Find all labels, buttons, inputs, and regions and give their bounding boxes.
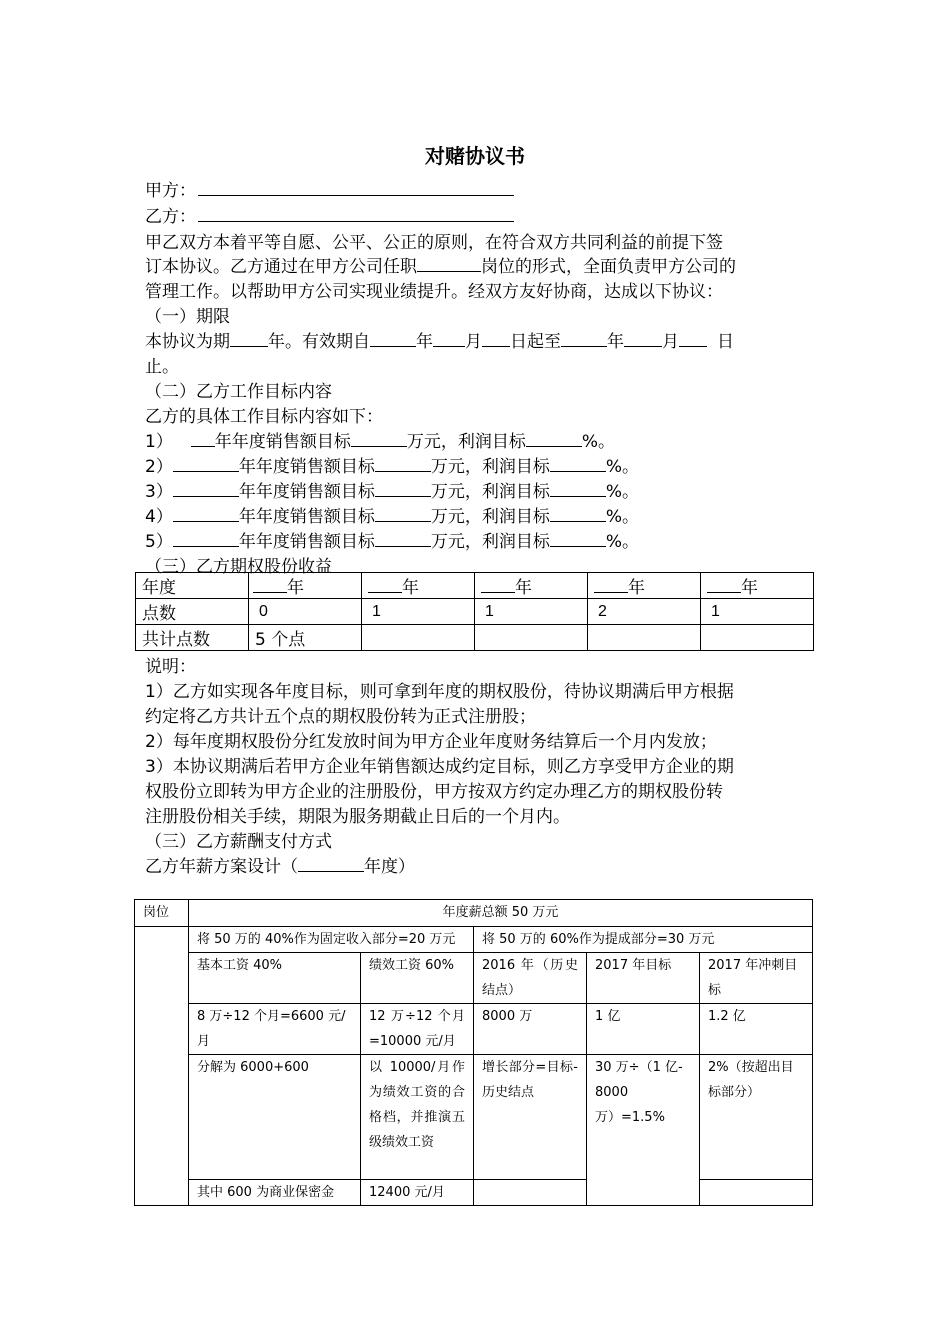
growth-cell: 增长部分=目标-历史结点 <box>474 1055 587 1180</box>
start-year-blank <box>370 329 416 347</box>
year-row-label: 年度 <box>136 573 249 599</box>
note-line: 注册股份相关手续，期限为服务期截止日后的一个月内。 <box>145 807 570 827</box>
goal-3-profit-blank <box>550 479 606 497</box>
sprint-rate-cell: 2%（按超出目标部分） <box>700 1055 813 1180</box>
position-cell <box>135 927 189 1206</box>
points-row-label: 点数 <box>136 599 249 625</box>
intro-line-3: 管理工作。以帮助甲方公司实现业绩提升。经双方友好协商，达成以下协议： <box>145 282 723 302</box>
rate-calc-cell: 30 万÷（1 亿- 8000 万）=1.5% <box>587 1055 700 1206</box>
end-year-blank <box>561 329 607 347</box>
party-b-line <box>145 202 514 227</box>
goal-item-2: 2） 年年度销售额目标 万元，利润目标 %。 <box>145 452 639 477</box>
points-cell: 0 <box>249 599 362 625</box>
sprint-value-cell: 1.2 亿 <box>700 1004 813 1055</box>
term-line: 本协议为期 年。有效期自 年 月 日起至 年 月 日 <box>145 327 734 352</box>
end-month-blank <box>624 329 662 347</box>
goals-intro: 乙方的具体工作目标内容如下： <box>145 407 383 427</box>
goal-4-profit-blank <box>550 504 606 522</box>
salary-table <box>134 899 813 1206</box>
table-row <box>136 573 814 599</box>
goal-item-3: 3） 年年度销售额目标 万元，利润目标 %。 <box>145 477 639 502</box>
section-term-heading: （一）期限 <box>145 307 230 327</box>
table-row <box>135 953 813 1004</box>
position-header: 岗位 <box>135 900 189 927</box>
secrecy-cell: 其中 600 为商业保密金 <box>189 1180 361 1206</box>
year-cell: 年 <box>362 573 475 599</box>
note-line: 3）本协议期满后若甲方企业年销售额达成约定目标，则乙方享受甲方企业的期 <box>145 757 734 777</box>
equity-points-table <box>135 572 814 651</box>
base-salary-header: 基本工资 40% <box>189 953 361 1004</box>
goal-2-profit-blank <box>550 454 606 472</box>
note-line: 1）乙方如实现各年度目标，则可拿到年度的期权股份，待协议期满后甲方根据 <box>145 682 734 702</box>
table-row <box>135 1004 813 1055</box>
target-2017-header: 2017 年目标 <box>587 953 700 1004</box>
points-cell: 2 <box>588 599 701 625</box>
goal-4-sales-blank <box>375 504 431 522</box>
start-month-blank <box>433 329 465 347</box>
points-cell: 1 <box>475 599 588 625</box>
note-line: 权股份立即转为甲方企业的注册股份，甲方按双方约定办理乙方的期权股份转 <box>145 782 723 802</box>
party-a-label: 甲方： <box>145 181 196 201</box>
party-b-blank <box>198 204 514 222</box>
base-calc-cell: 8 万÷12 个月=6600 元/月 <box>189 1004 361 1055</box>
table-row <box>136 599 814 625</box>
document-title: 对赌协议书 <box>425 144 525 168</box>
goal-item-4: 4） 年年度销售额目标 万元，利润目标 %。 <box>145 502 639 527</box>
goal-item-5: 5） 年年度销售额目标 万元，利润目标 %。 <box>145 527 639 552</box>
end-day-blank <box>679 329 707 347</box>
perf-monthly-cell: 12400 元/月 <box>361 1180 474 1206</box>
total-salary-header: 年度薪总额 50 万元 <box>189 900 813 927</box>
party-b-label: 乙方： <box>145 207 196 227</box>
position-blank <box>417 254 481 272</box>
term-end-line: 止。 <box>145 357 179 377</box>
total-points-label: 共计点数 <box>136 625 249 651</box>
start-day-blank <box>482 329 510 347</box>
year-cell: 年 <box>249 573 362 599</box>
hist-value-cell: 8000 万 <box>474 1004 587 1055</box>
fixed-income-header: 将 50 万的 40%作为固定收入部分=20 万元 <box>189 927 474 953</box>
goal-1-sales-blank <box>351 429 407 447</box>
notes-label: 说明： <box>145 657 196 677</box>
table-row <box>135 927 813 953</box>
table-row <box>135 1055 813 1180</box>
commission-header: 将 50 万的 60%作为提成部分=30 万元 <box>474 927 813 953</box>
year-cell: 年 <box>475 573 588 599</box>
goal-3-sales-blank <box>375 479 431 497</box>
party-a-line <box>145 176 514 201</box>
goal-1-profit-blank <box>526 429 582 447</box>
table-row <box>135 1180 813 1206</box>
section-goals-heading: （二）乙方工作目标内容 <box>145 382 332 402</box>
section-salary-heading: （三）乙方薪酬支付方式 <box>145 832 332 852</box>
goal-4-year-blank <box>173 504 239 522</box>
salary-year-blank <box>298 854 364 872</box>
target-value-cell: 1 亿 <box>587 1004 700 1055</box>
perf-note-cell: 以 10000/月作为绩效工资的合格档，并推演五级绩效工资 <box>361 1055 474 1180</box>
sprint-2017-header: 2017 年冲刺目标 <box>700 953 813 1004</box>
goal-5-sales-blank <box>375 529 431 547</box>
base-split-cell: 分解为 6000+600 <box>189 1055 361 1180</box>
section-equity-heading: （三）乙方期权股份收益 <box>145 557 332 577</box>
note-line: 约定将乙方共计五个点的期权股份转为正式注册股； <box>145 707 536 727</box>
year-cell: 年 <box>701 573 814 599</box>
goal-3-year-blank <box>173 479 239 497</box>
goal-2-sales-blank <box>375 454 431 472</box>
goal-1-year-blank <box>191 429 215 447</box>
intro-line-2: 订本协议。乙方通过在甲方公司任职 岗位的形式，全面负责甲方公司的 <box>145 252 736 277</box>
salary-design-line: 乙方年薪方案设计（ 年度） <box>145 852 415 877</box>
goal-item-1: 1） 年年度销售额目标 万元，利润目标 %。 <box>145 427 615 452</box>
perf-calc-cell: 12 万÷12 个月=10000 元/月 <box>361 1004 474 1055</box>
hist-2016-header: 2016 年（历史结点） <box>474 953 587 1004</box>
table-row <box>136 625 814 651</box>
party-a-blank <box>198 178 514 196</box>
goal-5-year-blank <box>173 529 239 547</box>
points-cell: 1 <box>701 599 814 625</box>
year-cell: 年 <box>588 573 701 599</box>
perf-salary-header: 绩效工资 60% <box>361 953 474 1004</box>
intro-line-1: 甲乙双方本着平等自愿、公平、公正的原则，在符合双方共同利益的前提下签 <box>145 233 723 253</box>
total-points-value: 5 个点 <box>249 625 362 651</box>
goal-2-year-blank <box>173 454 239 472</box>
points-cell: 1 <box>362 599 475 625</box>
note-line: 2）每年度期权股份分红发放时间为甲方企业年度财务结算后一个月内发放； <box>145 732 717 752</box>
goal-5-profit-blank <box>550 529 606 547</box>
table-row <box>135 900 813 927</box>
term-years-blank <box>230 329 268 347</box>
